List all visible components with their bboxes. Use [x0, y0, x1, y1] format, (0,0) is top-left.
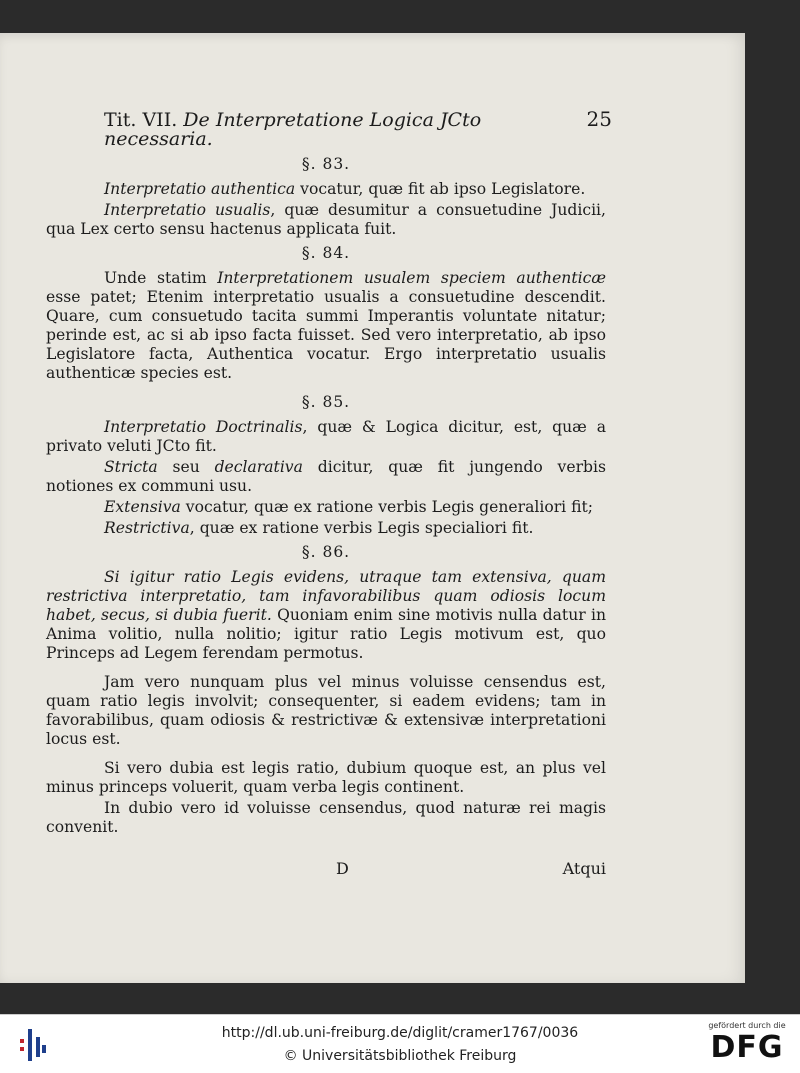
signature-mark: D: [336, 859, 349, 878]
section-mark-84: §. 84.: [301, 244, 351, 262]
running-header: [104, 107, 612, 150]
paragraph-text: vocatur, quæ ex ratione verbis Legis generaliori fit;: [180, 498, 594, 516]
paragraph: [46, 458, 606, 496]
paragraph: [46, 269, 606, 383]
italic-term: Stricta: [104, 458, 158, 476]
italic-term: Interpretatio authentica: [104, 180, 296, 198]
italic-term: Interpretationem usualem speciem authenticæ: [217, 269, 606, 287]
viewer-footer-bar: [0, 1014, 800, 1073]
page-text: [46, 107, 612, 878]
italic-term: declarativa: [214, 458, 303, 476]
paragraph-text: seu: [157, 458, 215, 476]
paragraph-text: Quoniam enim sine motivis nulla datur in Anima volitio, nulla nolitio; igitur ratio Legis motivum est, quo Princeps ad Legem ferendam permotus.: [46, 606, 606, 662]
section-mark-85: §. 85.: [301, 393, 351, 411]
permalink-url[interactable]: http://dl.ub.uni-freiburg.de/diglit/cramer1767/0036: [221, 1025, 579, 1041]
paragraph: [46, 673, 606, 749]
copyright-text: © Universitätsbibliothek Freiburg: [283, 1048, 517, 1064]
catchword: Atqui: [562, 859, 606, 878]
italic-term: Extensiva: [104, 498, 181, 516]
paragraph-text: In dubio vero id voluisse censendus, quod naturæ rei magis convenit.: [46, 799, 606, 836]
paragraph: [46, 519, 606, 538]
paragraph-text: dicitur, quæ fit jungendo verbis notiones ex communi usu.: [46, 458, 607, 495]
paragraph-text: esse patet; Etenim interpretatio usualis a consuetudine descendit. Quare, cum consuetudo tacita summi Imperantis voluntate nitatur; perinde est, ac si ab ipso facta fuisset. Sed vero interpretatio, ab ipso Legislatore facta, Authentica vocatur. Ergo interpretatio usualis authenticæ species est.: [46, 288, 606, 382]
italic-term: Interpretatio Doctrinalis: [104, 418, 303, 436]
paragraph-text: Si vero dubia est legis ratio, dubium quoque est, an plus vel minus princeps voluerit, quam verba legis continent.: [46, 759, 606, 796]
section-mark-83: §. 83.: [301, 155, 351, 173]
dfg-logo[interactable]: [704, 1021, 790, 1069]
paragraph: [46, 180, 606, 199]
paragraph-text: , quæ & Logica dicitur, est, quæ a privato veluti JCto fit.: [46, 418, 606, 455]
paragraph: [46, 759, 606, 797]
book-page: [0, 33, 745, 983]
header-title-italic: De Interpretatione Logica JCto necessaria.: [104, 109, 482, 150]
page-number: 25: [586, 107, 612, 131]
italic-term: Interpretatio usualis: [104, 201, 271, 219]
header-left: Tit. VII.: [104, 109, 178, 131]
dfg-caption: gefördert durch die: [708, 1021, 786, 1030]
paragraph: [46, 418, 606, 456]
paragraph-text: , quæ ex ratione verbis Legis specialiori fit.: [189, 519, 534, 537]
paragraph: [46, 498, 606, 517]
paragraph: [46, 568, 606, 663]
header-title: [104, 111, 587, 149]
dfg-logo-text: DFG: [710, 1030, 784, 1065]
paragraph-text: , quæ desumitur a consuetudine Judicii, qua Lex certo sensu hactenus applicata fuit.: [46, 201, 607, 238]
paragraph: [46, 799, 606, 837]
section-mark-86: §. 86.: [301, 543, 351, 561]
italic-term: Si igitur ratio Legis evidens, utraque tam extensiva, quam restrictiva interpretatio, tam infavorabilibus quam odiosis locum habet, secus, si dubia fuerit.: [46, 568, 606, 624]
paragraph-text: vocatur, quæ fit ab ipso Legislatore.: [295, 180, 586, 198]
italic-term: Restrictiva: [104, 519, 190, 537]
paragraph-text: Jam vero nunquam plus vel minus voluisse censendus est, quam ratio legis involvit; consequenter, si eadem evidens; tam in favorabilibus, quam odiosis & restrictivæ & extensivæ interpretationi locus est.: [46, 673, 606, 748]
page-footer: [46, 859, 606, 878]
paragraph: [46, 201, 606, 239]
paragraph-text: Unde statim: [104, 269, 218, 287]
